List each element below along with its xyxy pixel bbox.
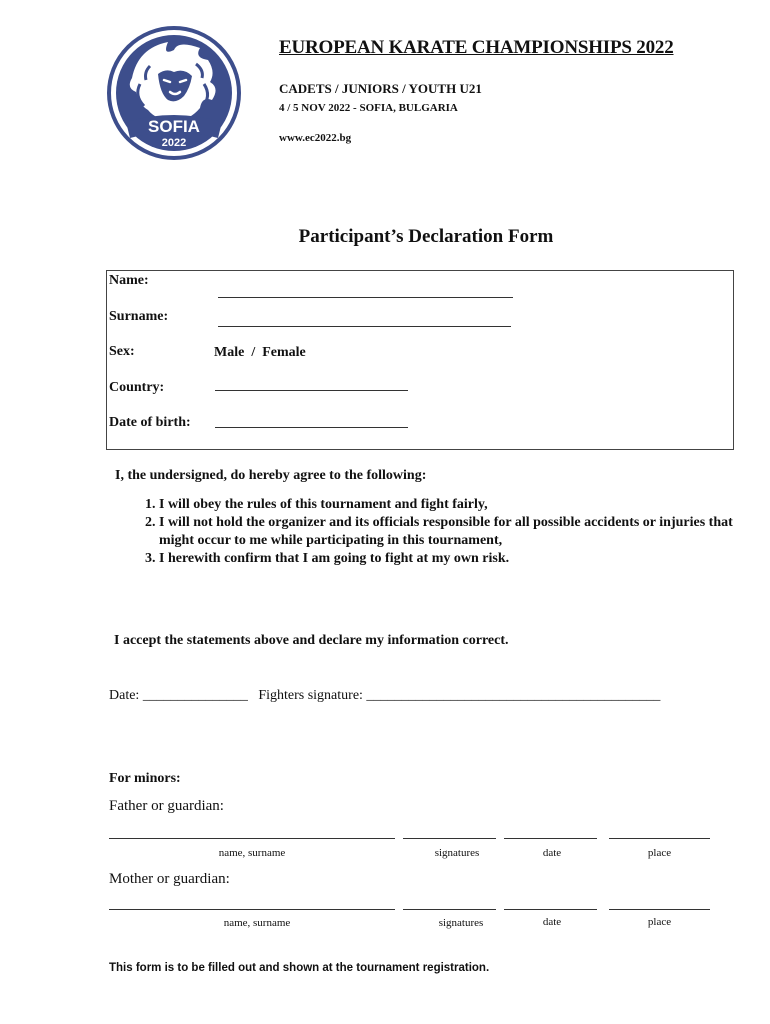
statement-item: 2. I will not hold the organizer and its officials responsible for all possible accidents or injuries that might occur to me while participating in this tournament, [159,514,769,550]
caption-place: place [647,847,672,859]
caption-place: place [647,916,672,928]
father-guardian-label: Father or guardian: [109,798,224,814]
accept-statement: I accept the statements above and declare my information correct. [114,633,509,648]
sex-options[interactable]: Male / Female [214,345,306,360]
declaration-intro: I, the undersigned, do hereby agree to the following: [115,468,427,483]
country-label: Country: [109,380,165,395]
minors-heading: For minors: [109,771,181,786]
sofia-2022-logo [104,26,244,160]
surname-field[interactable] [218,326,511,327]
statement-item: 3. I herewith confirm that I am going to fight at my own risk. [159,550,769,568]
name-label: Name: [109,273,149,288]
date-of-birth-label: Date of birth: [109,415,191,430]
event-dates-location: 4 / 5 NOV 2022 - SOFIA, BULGARIA [279,102,458,114]
event-title: EUROPEAN KARATE CHAMPIONSHIPS 2022 [279,37,674,58]
mother-guardian-label: Mother or guardian: [109,871,230,887]
father-place-line[interactable] [609,838,710,839]
caption-date: date [542,916,562,928]
logo-text: SOFIA [148,117,200,136]
footer-note: This form is to be filled out and shown at the tournament registration. [109,962,490,974]
logo-year: 2022 [161,137,187,149]
caption-name: name, surname [218,847,286,859]
event-categories: CADETS / JUNIORS / YOUTH U21 [279,81,482,96]
caption-date: date [542,847,562,859]
form-title: Participant’s Declaration Form [298,226,554,247]
date-of-birth-field[interactable] [215,427,408,428]
caption-name: name, surname [223,917,291,929]
sex-label: Sex: [109,344,135,359]
lion-icon [104,26,244,160]
statement-item: 1. I will obey the rules of this tournament and fight fairly, [159,496,769,514]
father-name-line[interactable] [109,838,395,839]
mother-name-line[interactable] [109,909,395,910]
mother-signature-line[interactable] [403,909,496,910]
signature-row [109,688,660,704]
fighter-signature-field[interactable]: Fighters signature: __________________________________________ [258,688,661,703]
name-field[interactable] [218,297,513,298]
mother-date-line[interactable] [504,909,597,910]
date-signature-field[interactable]: Date: _______________ [109,688,248,703]
caption-signatures: signatures [434,847,480,859]
father-date-line[interactable] [504,838,597,839]
father-signature-line[interactable] [403,838,496,839]
caption-signatures: signatures [438,917,484,929]
mother-place-line[interactable] [609,909,710,910]
surname-label: Surname: [109,309,169,324]
country-field[interactable] [215,390,408,391]
statements-list [115,496,769,568]
event-website: www.ec2022.bg [279,132,352,144]
